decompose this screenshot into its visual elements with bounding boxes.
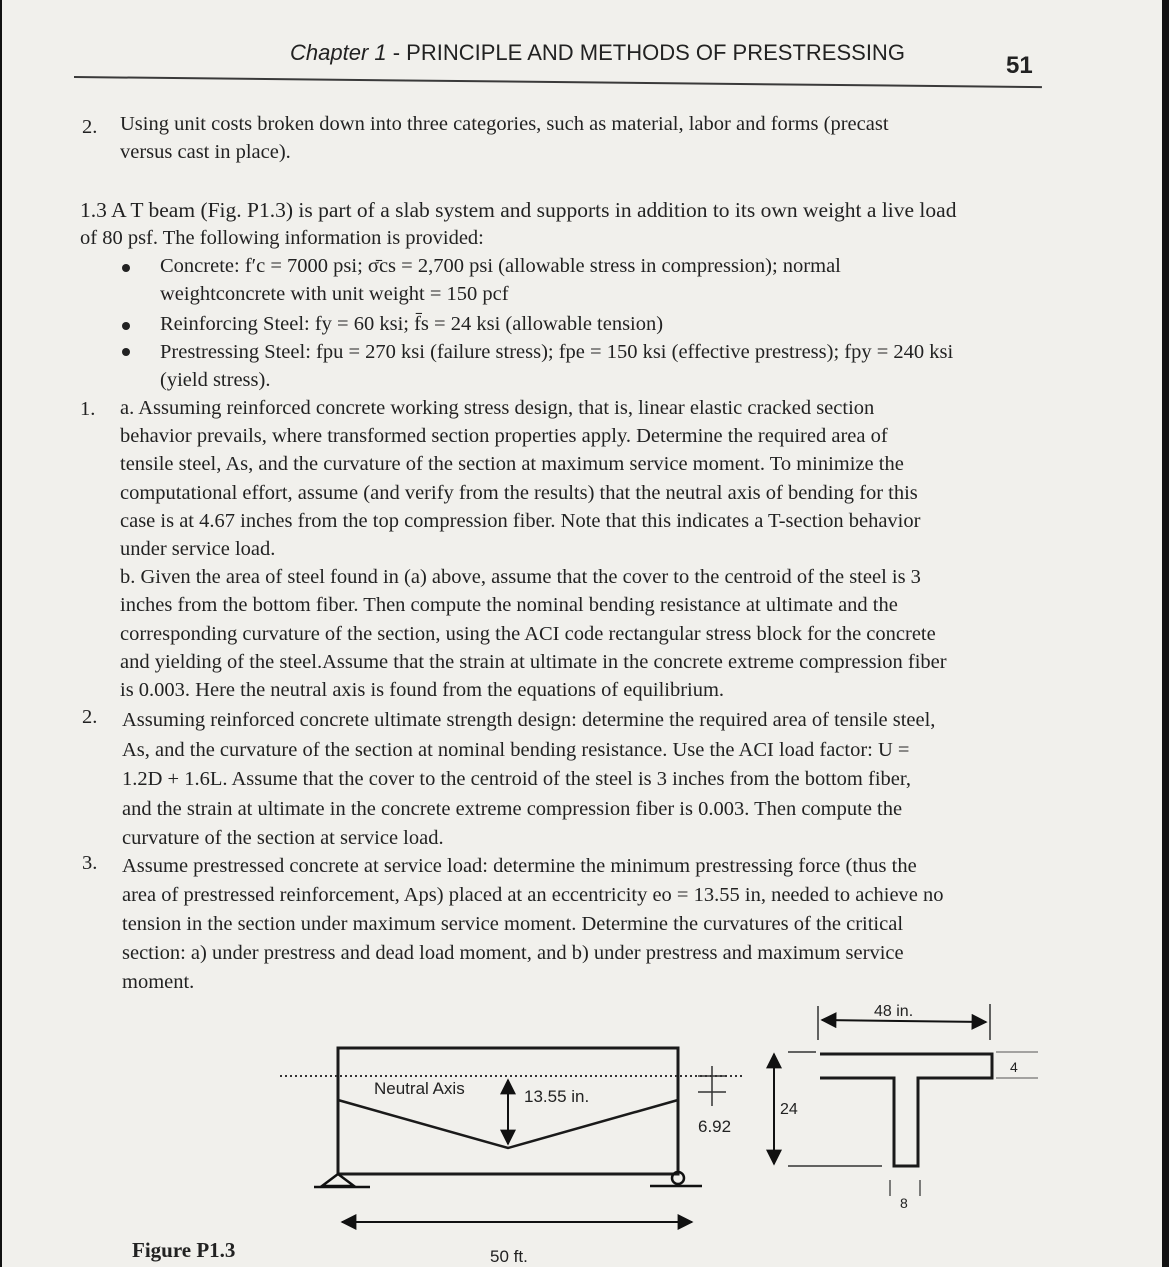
bullet-line: Prestressing Steel: fpu = 270 ksi (failure stress); fpe = 150 ksi (effective prestress); fpy = 240 ksi — [160, 341, 954, 363]
eccentricity-label: 13.55 in. — [524, 1087, 590, 1106]
intro-line: 1.3 A T beam (Fig. P1.3) is part of a slab system and supports in addition to its own weight a live load — [80, 198, 957, 222]
chapter-title: - PRINCIPLE AND METHODS OF PRESTRESSING — [386, 40, 905, 65]
flange-width-arrow — [822, 1020, 986, 1022]
part-line: b. Given the area of steel found in (a) above, assume that the cover to the centroid of the steel is 3 — [120, 566, 921, 589]
bullet-line: (yield stress). — [160, 369, 271, 391]
pin-support — [314, 1174, 370, 1187]
part-number: 1. — [80, 398, 96, 420]
part-line: Assuming reinforced concrete ultimate strength design: determine the required area of tensile steel, — [122, 709, 936, 731]
flange-width-label: 48 in. — [874, 1003, 914, 1020]
page-number: 51 — [1006, 52, 1033, 79]
part-line: 1.2D + 1.6L. Assume that the cover to the centroid of the steel is 3 inches from the bottom fiber, — [122, 768, 911, 790]
part-number: 3. — [82, 852, 98, 874]
figure-caption: Figure P1.3 — [132, 1238, 236, 1262]
total-depth-label: 24 — [780, 1101, 798, 1118]
part-line: computational effort, assume (and verify from the results) that the neutral axis of bending for this — [120, 481, 918, 504]
prev-item-line: Using unit costs broken down into three categories, such as material, labor and forms (precast — [120, 113, 889, 135]
bullet-line: weightconcrete with unit weight = 150 pcf — [160, 283, 509, 305]
part-line: and yielding of the steel.Assume that the strain at ultimate in the concrete extreme compression fiber — [120, 650, 947, 673]
chapter-label: Chapter 1 — [290, 40, 387, 65]
t-section — [820, 1054, 992, 1166]
part-number: 2. — [82, 706, 98, 728]
part-line: corresponding curvature of the section, using the ACI code rectangular stress block for the concrete — [120, 622, 936, 645]
part-line: tensile steel, As, and the curvature of the section at maximum service moment. To minimize the — [120, 453, 904, 476]
part-line: curvature of the section at service load. — [122, 827, 444, 849]
part-line: moment. — [122, 971, 195, 993]
part-line: tension in the section under maximum service moment. Determine the curvatures of the critical — [122, 913, 904, 935]
prev-item-number: 2. — [82, 116, 98, 138]
part-line: behavior prevails, where transformed section properties apply. Determine the required area of — [120, 425, 888, 448]
prev-item-line: versus cast in place). — [120, 141, 291, 163]
part-line: is 0.003. Here the neutral axis is found from the equations of equilibrium. — [120, 679, 725, 702]
bullet-line: Concrete: f′c = 7000 psi; σ̄cs = 2,700 psi (allowable stress in compression); normal — [160, 255, 841, 277]
intro-line: of 80 psf. The following information is provided: — [80, 227, 484, 249]
part-line: a. Assuming reinforced concrete working stress design, that is, linear elastic cracked section — [120, 397, 875, 419]
web-width-label: 8 — [900, 1195, 908, 1211]
span-label: 50 ft. — [490, 1247, 528, 1266]
part-line: under service load. — [120, 538, 276, 561]
bullet-line: Reinforcing Steel: fy = 60 ksi; f̄s = 24 ksi (allowable tension) — [160, 313, 664, 335]
flange-thickness-label: 4 — [1010, 1059, 1018, 1075]
textbook-page — [2, 0, 1162, 1267]
part-line: case is at 4.67 inches from the top compression fiber. Note that this indicates a T-section behavior — [120, 509, 921, 532]
part-line: As, and the curvature of the section at nominal bending resistance. Use the ACI load factor: U = — [122, 738, 910, 761]
neutral-axis-label: Neutral Axis — [374, 1079, 465, 1098]
part-line: and the strain at ultimate in the concrete extreme compression fiber is 0.003. Then compute the — [122, 797, 903, 820]
part-line: inches from the bottom fiber. Then compute the nominal bending resistance at ultimate and the — [120, 594, 898, 617]
figure-p1-3 — [2, 0, 1162, 1267]
part-line: area of prestressed reinforcement, Aps) placed at an eccentricity eo = 13.55 in, needed to achieve no — [122, 884, 944, 906]
part-line: section: a) under prestress and dead load moment, and b) under prestress and maximum service — [122, 942, 904, 964]
depth-label: 6.92 — [698, 1117, 732, 1136]
part-line: Assume prestressed concrete at service load: determine the minimum prestressing force (thus the — [122, 855, 917, 877]
